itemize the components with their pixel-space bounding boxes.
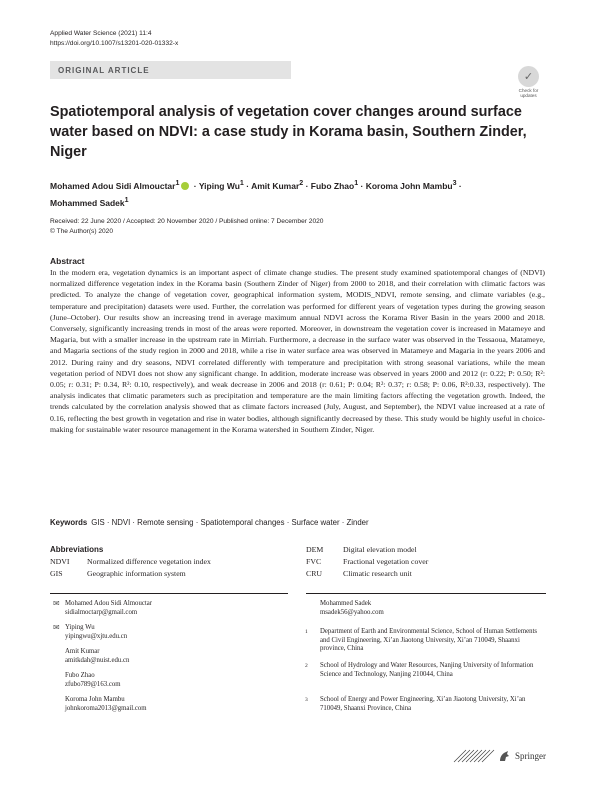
contact-email[interactable]: sidialmoctarp@gmail.com bbox=[65, 608, 138, 616]
envelope-icon: ✉ bbox=[53, 599, 60, 608]
author-name: Yiping Wu bbox=[198, 180, 240, 191]
author-name: Mohamed Adou Sidi Almouctar bbox=[50, 180, 176, 191]
contact-entry bbox=[65, 696, 147, 713]
abbreviation-value: Normalized difference vegetation index bbox=[87, 557, 211, 566]
affiliation bbox=[305, 628, 545, 654]
check-for-updates-badge[interactable] bbox=[511, 66, 546, 99]
check-updates-icon: ✓ bbox=[518, 66, 539, 87]
affiliation-number: 2 bbox=[305, 663, 308, 669]
contact-entry bbox=[65, 672, 121, 689]
contact-entry bbox=[320, 600, 384, 617]
contact-name: Koroma John Mambu bbox=[65, 696, 125, 703]
author-list: Mohamed Adou Sidi Almouctar$^1$ · Yiping $Wu^1$ · Amit Kumar$^2$ · Fubo Zhao$^1$ · Koroma John Mambu$^3$ · Mohammed Sadek$^1$ bbox=[50, 179, 462, 208]
journal-citation bbox=[50, 29, 178, 48]
check-updates-text: Check for updates bbox=[518, 88, 539, 98]
author-affiliation-mark: 1 bbox=[124, 195, 129, 204]
dates-line: Received: 22 June 2020 / Accepted: 20 November 2020 / Published online: 7 December 2020 bbox=[50, 218, 324, 225]
footnote-rule-left bbox=[50, 593, 288, 594]
abbreviations-heading: Abbreviations bbox=[50, 545, 104, 554]
author-affiliation-mark: 2 bbox=[299, 179, 304, 187]
abbreviation-key: DEM bbox=[306, 545, 324, 554]
abbreviation-value: Climatic research unit bbox=[343, 569, 412, 578]
contact-name: Amit Kumar bbox=[65, 648, 100, 655]
abbreviation-row bbox=[306, 544, 428, 556]
envelope-icon: ✉ bbox=[53, 623, 60, 632]
affiliation-number: 3 bbox=[305, 697, 308, 703]
contact-email[interactable]: zfubo789@163.com bbox=[65, 680, 121, 688]
contact-name: Yiping Wu bbox=[65, 624, 95, 631]
article-title: Spatiotemporal analysis of vegetation cover changes around surface water based on NDVI: a case study in Korama basin, Southern Zinder, Niger bbox=[50, 104, 527, 160]
springer-logo bbox=[452, 748, 547, 764]
contact-entry bbox=[53, 623, 128, 641]
author-name: Koroma John Mambu bbox=[365, 180, 453, 191]
affiliation-number: 1 bbox=[305, 629, 308, 635]
author-name: Mohammed Sadek bbox=[50, 197, 125, 208]
section-band bbox=[50, 61, 291, 79]
author-name: Fubo Zhao bbox=[310, 180, 355, 191]
contact-email[interactable]: johnkoroma2013@gmail.com bbox=[65, 704, 147, 712]
doi-link[interactable]: https://doi.org/10.1007/s13201-020-01332-x bbox=[50, 39, 179, 47]
abbreviation-row bbox=[306, 556, 428, 568]
abbreviation-key: FVC bbox=[306, 557, 322, 566]
springer-horse-icon bbox=[452, 748, 512, 764]
author-affiliation-mark: 3 bbox=[452, 179, 457, 187]
affiliation-text: School of Energy and Power Engineering, Xi’an Jiaotong University, Xi’an 710049, Shaanxi Province, China bbox=[320, 696, 526, 712]
affiliation-text: School of Hydrology and Water Resources, Nanjing University of Information Science and Technology, Nanjing 210044, China bbox=[320, 662, 534, 678]
affiliation-text: Department of Earth and Environmental Science, School of Human Settlements and Civil Engineering, Xi’an Jiaotong University, Xi’an 710049, Shaanxi province, China bbox=[320, 628, 538, 653]
contact-name: Fubo Zhao bbox=[65, 672, 95, 679]
contact-email[interactable]: msadek56@yahoo.com bbox=[320, 608, 384, 616]
footnote-rule-right bbox=[306, 593, 546, 594]
abstract-text: In the modern era, vegetation dynamics is an important aspect of climate change studies. The present study examined spatiotemporal changes of (NDVI) normalized difference vegetation index in the Korama basin (Southern Zinder of Niger) from 2000 to 2018, and their correlation with climatic factors was predicted. To analyze the change of vegetation cover, geographical information system, MODIS_NDVI, remote sensing, and climate variables (e.g., temperature and precipitation) datasets were used. Further, the correlation was performed for different years of vegetation types during the growing season (June–October). Our results show an increasing trend in average maximum annual NDVI across the Korama River Basin in the years 2000 and 2018. Conversely, significantly increasing trends in most of the areas were reported. Moreover, in downstream the vegetation cover is increased in Matameye and Magaria, but with a smaller increase in the upstream rate in Mirriah. Furthermore, a decrease in the surface water was observed in the Tessaoua, Matameye, and Magaria sections of the study region in 2000 and 2018, while a rise in water surface area was observed in Matameye and Magaria in the years 2006 and 2012. During rainy and dry seasons, NDVI correlated differently with temperature and precipitation with strong seasonal variations, while the mean vegetation period of NDVI does not show any significant change. In addition, moderate increase was observed in years 2000 and 2012 (r: 0.22; P: 0.50; R²: 0.05; r: 0.31; P: 0.34, R²: 0.10, respectively), and weak decrease in 2006 and 2018 (r: 0.61; P: 0.04; R²: 0.37; r: 0.58; P: 0.06, R²:0.33, respectively). The analysis indicates that climatic parameters such as precipitation and temperature are the main limiting factors affecting the vegetation growth. Indeed, the trends calculated by the correlation analysis showed that as climate factors increased (July, August, and September), the NDVI value increased at a rate of 0.16, reflecting the best growth in vegetation and rise in water bodies, although significantly decreased by these. This study would be highly useful in choice-making for sustainable water resource management in the Korama watershed in Southern Zinder, Niger. bbox=[50, 268, 545, 434]
orcid-icon[interactable] bbox=[181, 182, 189, 190]
publisher-name: Springer bbox=[515, 751, 546, 761]
contact-name: Mohammed Sadek bbox=[320, 600, 372, 607]
author-name: Amit Kumar bbox=[251, 180, 300, 191]
abbreviations-right bbox=[306, 544, 428, 580]
abbreviations-left bbox=[50, 556, 211, 580]
abbreviation-value: Digital elevation model bbox=[343, 545, 417, 554]
abbreviation-key: NDVI bbox=[50, 557, 70, 566]
publication-dates bbox=[50, 217, 323, 236]
contact-email[interactable]: amitkdah@nuist.edu.cn bbox=[65, 656, 130, 664]
author-affiliation-mark: 1 bbox=[239, 179, 244, 187]
contact-entry bbox=[53, 599, 153, 617]
contact-entry bbox=[65, 648, 129, 665]
journal-line: Applied Water Science (2021) 11:4 bbox=[50, 30, 152, 37]
affiliation bbox=[305, 696, 545, 713]
abbreviation-value: Fractional vegetation cover bbox=[343, 557, 429, 566]
section-label: ORIGINAL ARTICLE bbox=[58, 66, 150, 75]
affiliation bbox=[305, 662, 545, 679]
copyright-line: © The Author(s) 2020 bbox=[50, 227, 114, 235]
keywords-label: Keywords bbox=[50, 518, 88, 527]
abbreviation-row bbox=[306, 568, 428, 580]
author-affiliation-mark: 1 bbox=[175, 179, 180, 187]
contact-name: Mohamed Adou Sidi Almouctar bbox=[65, 600, 153, 607]
contact-email[interactable]: yipingwu@xjtu.edu.cn bbox=[65, 632, 128, 640]
abbreviation-value: Geographic information system bbox=[87, 569, 186, 578]
abbreviation-key: CRU bbox=[306, 569, 323, 578]
author-affiliation-mark: 1 bbox=[354, 179, 359, 187]
abbreviation-row bbox=[50, 556, 211, 568]
abbreviation-row bbox=[50, 568, 211, 580]
abbreviation-key: GIS bbox=[50, 569, 63, 578]
abstract-heading: Abstract bbox=[50, 256, 85, 266]
keywords bbox=[50, 518, 369, 527]
keywords-text: GIS · NDVI · Remote sensing · Spatiotemporal changes · Surface water · Zinder bbox=[91, 518, 369, 527]
